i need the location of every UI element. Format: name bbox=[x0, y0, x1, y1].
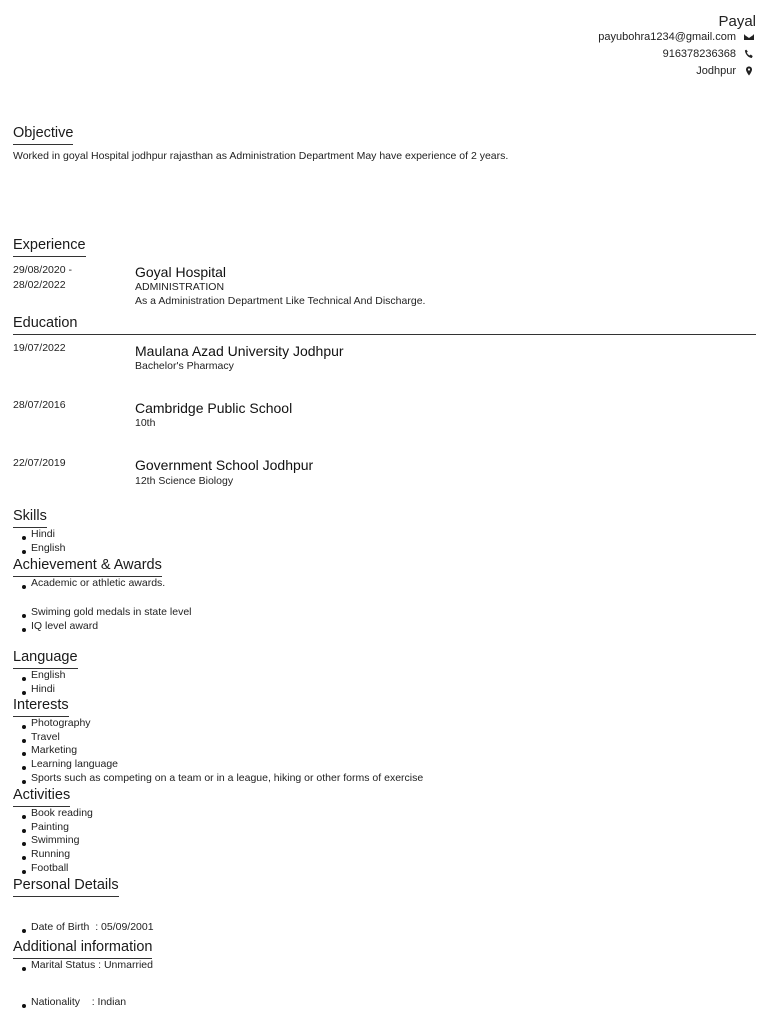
personal-details-heading: Personal Details bbox=[13, 876, 119, 897]
list-item: Football bbox=[18, 862, 93, 876]
location-text: Jodhpur bbox=[696, 65, 736, 77]
list-item: Sports such as competing on a team or in a league, hiking or other forms of exercise bbox=[18, 772, 423, 786]
personal-details-list bbox=[18, 897, 154, 1034]
list-item: Marital Status : Unmarried bbox=[18, 959, 154, 973]
additional-info-heading: Additional information bbox=[13, 938, 152, 959]
list-item: Marketing bbox=[18, 744, 423, 758]
activities-list bbox=[18, 807, 93, 875]
candidate-name: Payal bbox=[718, 13, 756, 30]
skills-heading: Skills bbox=[13, 507, 47, 528]
language-heading: Language bbox=[13, 648, 78, 669]
phone-text: 916378236368 bbox=[662, 48, 736, 60]
experience-org: Goyal Hospital bbox=[135, 264, 227, 280]
interests-list bbox=[18, 717, 423, 785]
awards-heading: Achievement & Awards bbox=[13, 556, 162, 577]
list-item: Book reading bbox=[18, 807, 93, 821]
list-item: Hindi bbox=[18, 683, 65, 697]
education-date: 28/07/2016 bbox=[13, 399, 66, 411]
list-item: Academic or athletic awards. bbox=[18, 577, 192, 606]
education-detail: 12th Science Biology bbox=[135, 475, 234, 487]
contact-phone bbox=[663, 48, 754, 60]
contact-location bbox=[696, 65, 754, 77]
language-list bbox=[18, 669, 65, 696]
list-item: Running bbox=[18, 848, 93, 862]
contact-email bbox=[598, 31, 754, 43]
list-item: English bbox=[18, 669, 65, 683]
education-org: Cambridge Public School bbox=[135, 400, 293, 416]
envelope-icon bbox=[744, 32, 754, 42]
list-item: Learning language bbox=[18, 758, 423, 772]
education-date: 19/07/2022 bbox=[13, 342, 66, 354]
list-item: Photography bbox=[18, 717, 423, 731]
list-item: Painting bbox=[18, 821, 93, 835]
email-text: payubohra1234@gmail.com bbox=[598, 31, 736, 43]
list-item: Swimming bbox=[18, 834, 93, 848]
education-detail: 10th bbox=[135, 417, 156, 429]
list-item: Travel bbox=[18, 731, 423, 745]
list-item: Nationality : Indian bbox=[18, 996, 154, 1010]
phone-icon bbox=[744, 49, 754, 59]
experience-date-from: 29/08/2020 - bbox=[13, 264, 72, 276]
map-pin-icon bbox=[744, 66, 754, 76]
experience-role: ADMINISTRATION bbox=[135, 281, 225, 293]
list-item: Hindi bbox=[18, 528, 65, 542]
list-item: Date of Birth : 05/09/2001 bbox=[18, 921, 154, 935]
experience-description: As a Administration Department Like Technical And Discharge. bbox=[135, 295, 426, 307]
education-date: 22/07/2019 bbox=[13, 457, 66, 469]
experience-heading: Experience bbox=[13, 236, 86, 257]
awards-list bbox=[18, 577, 192, 633]
list-item: Swiming gold medals in state level bbox=[18, 606, 192, 620]
experience-date-to: 28/02/2022 bbox=[13, 279, 66, 291]
education-heading: Education bbox=[13, 314, 756, 335]
list-item: English bbox=[18, 542, 65, 556]
skills-list bbox=[18, 528, 65, 555]
objective-text: Worked in goyal Hospital jodhpur rajasthan as Administration Department May have experience of 2 years. bbox=[13, 150, 509, 162]
education-org: Government School Jodhpur bbox=[135, 457, 314, 473]
activities-heading: Activities bbox=[13, 786, 70, 807]
education-detail: Bachelor's Pharmacy bbox=[135, 360, 234, 372]
objective-heading: Objective bbox=[13, 124, 73, 145]
education-org: Maulana Azad University Jodhpur bbox=[135, 343, 344, 359]
interests-heading: Interests bbox=[13, 696, 69, 717]
list-item: IQ level award bbox=[18, 620, 192, 634]
